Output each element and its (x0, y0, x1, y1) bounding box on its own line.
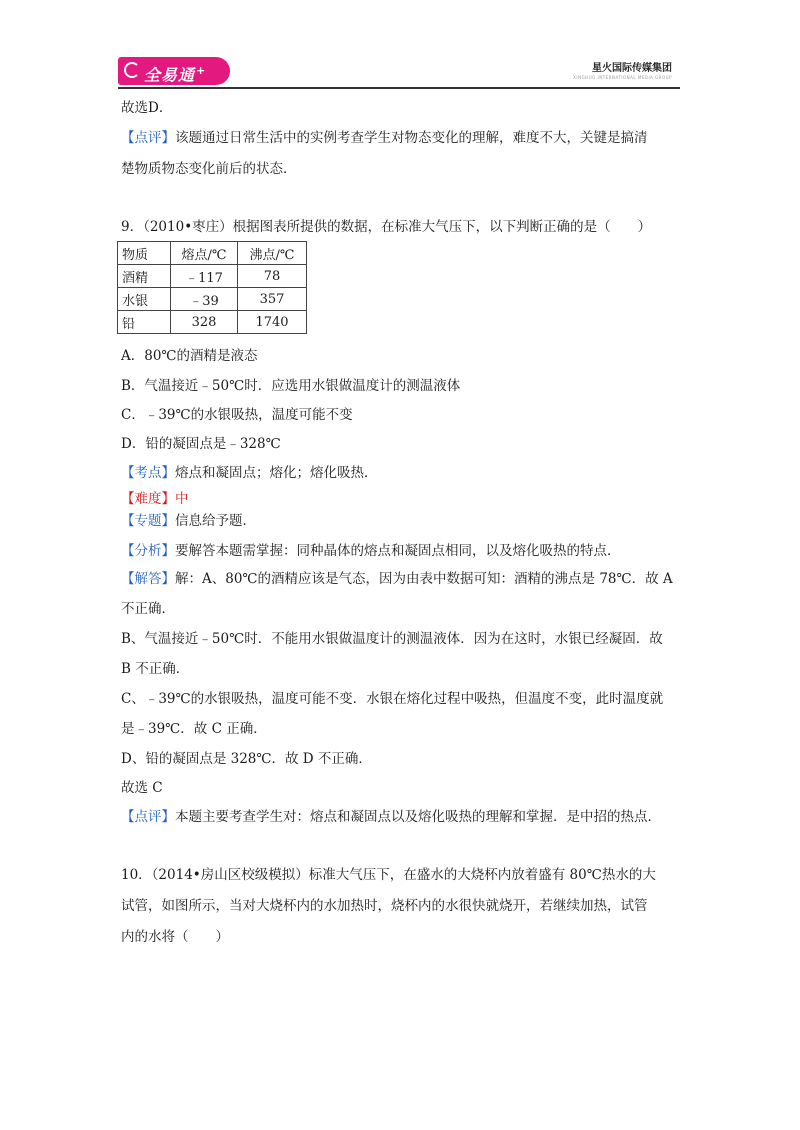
table-header-row (118, 242, 307, 265)
kaodian-text: 熔点和凝固点；熔化；熔化吸热． (175, 465, 378, 481)
brand-logo (118, 57, 230, 85)
table-header-cell: 熔点/℃ (171, 242, 238, 265)
option-a: A．80℃的酒精是液态 (121, 348, 258, 364)
option-c: C．﹣39℃的水银吸热，温度可能不变 (121, 407, 353, 423)
table-cell: ﹣39 (171, 288, 238, 311)
zhuanti-text: 信息给予题． (175, 513, 256, 529)
fenxi-tag: 【分析】 (121, 543, 175, 559)
option-b: B．气温接近﹣50℃时．应选用水银做温度计的测温液体 (121, 378, 461, 394)
table-cell: 1740 (238, 311, 307, 334)
company-title: 星火国际传媒集团 (592, 63, 672, 74)
table-header-cell: 物质 (118, 242, 171, 265)
kaodian-line (121, 464, 378, 482)
table-cell: 铅 (118, 311, 171, 334)
logo-swirl-icon (124, 62, 140, 78)
table-row (118, 265, 307, 288)
comment-text: 该题通过日常生活中的实例考查学生对物态变化的理解，难度不大，关键是搞清 (175, 130, 648, 146)
fenxi-text: 要解答本题需掌握：同种晶体的熔点和凝固点相同，以及熔化吸热的特点． (175, 543, 621, 559)
dianping-text: 本题主要考查学生对：熔点和凝固点以及熔化吸热的理解和掌握．是中招的热点． (175, 809, 661, 825)
company-name (573, 59, 672, 80)
page-header (118, 55, 680, 89)
header-divider (118, 87, 680, 89)
zhuanti-tag: 【专题】 (121, 513, 175, 529)
text-line: 不正确． (121, 601, 175, 617)
fenxi-line (121, 542, 621, 560)
table-cell: 357 (238, 288, 307, 311)
text-line: D、铅的凝固点是 328℃．故 D 不正确． (121, 751, 372, 767)
text-line: 故选 C (121, 780, 163, 796)
text-line: 是﹣39℃．故 C 正确． (121, 721, 267, 737)
dianping-line (121, 808, 661, 826)
comment-tag: 【点评】 (121, 130, 175, 146)
logo-plus: + (196, 64, 207, 77)
comment-line (121, 129, 648, 147)
difficulty-line (121, 490, 189, 508)
table-cell: 328 (171, 311, 238, 334)
text-line: 楚物质物态变化前后的状态． (121, 161, 297, 177)
jieda-line (121, 570, 673, 588)
text-line: B、气温接近﹣50℃时．不能用水银做温度计的测温液体．因为在这时，水银已经凝固．故 (121, 631, 663, 647)
table-row (118, 311, 307, 334)
kaodian-tag: 【考点】 (121, 465, 175, 481)
text-line: 故选D． (121, 100, 173, 116)
text-line: 内的水将（ ） (121, 929, 229, 945)
text-line: C、﹣39℃的水银吸热，温度可能不变．水银在熔化过程中吸热，但温度不变，此时温度就 (121, 691, 664, 707)
table-header-cell: 沸点/℃ (238, 242, 307, 265)
jieda-tag: 【解答】 (121, 571, 175, 587)
question-9: 9．（2010•枣庄）根据图表所提供的数据，在标准大气压下，以下判断正确的是（ ） (121, 219, 652, 235)
table-cell: ﹣117 (171, 265, 238, 288)
jieda-text: 解：A、80℃的酒精应该是气态，因为由表中数据可知：酒精的沸点是 78℃．故 A (175, 571, 673, 587)
table-cell: 78 (238, 265, 307, 288)
text-line: B 不正确． (121, 661, 190, 677)
question-10: 10．（2014•房山区校级模拟）标准大气压下，在盛水的大烧杯内放着盛有 80℃热水的大 (121, 867, 656, 883)
table-cell: 水银 (118, 288, 171, 311)
logo-text: 全易通 (144, 65, 196, 85)
table-row (118, 288, 307, 311)
table-cell: 酒精 (118, 265, 171, 288)
option-d: D．铅的凝固点是﹣328℃ (121, 436, 281, 452)
difficulty-text: 中 (175, 491, 189, 507)
zhuanti-line (121, 512, 256, 530)
data-table (117, 241, 307, 334)
dianping-tag: 【点评】 (121, 809, 175, 825)
difficulty-tag: 【难度】 (121, 491, 175, 507)
text-line: 试管，如图所示，当对大烧杯内的水加热时，烧杯内的水很快就烧开，若继续加热，试管 (121, 898, 648, 914)
company-subtitle: XINGHUO INTERNATIONAL MEDIA GROUP (573, 75, 672, 80)
